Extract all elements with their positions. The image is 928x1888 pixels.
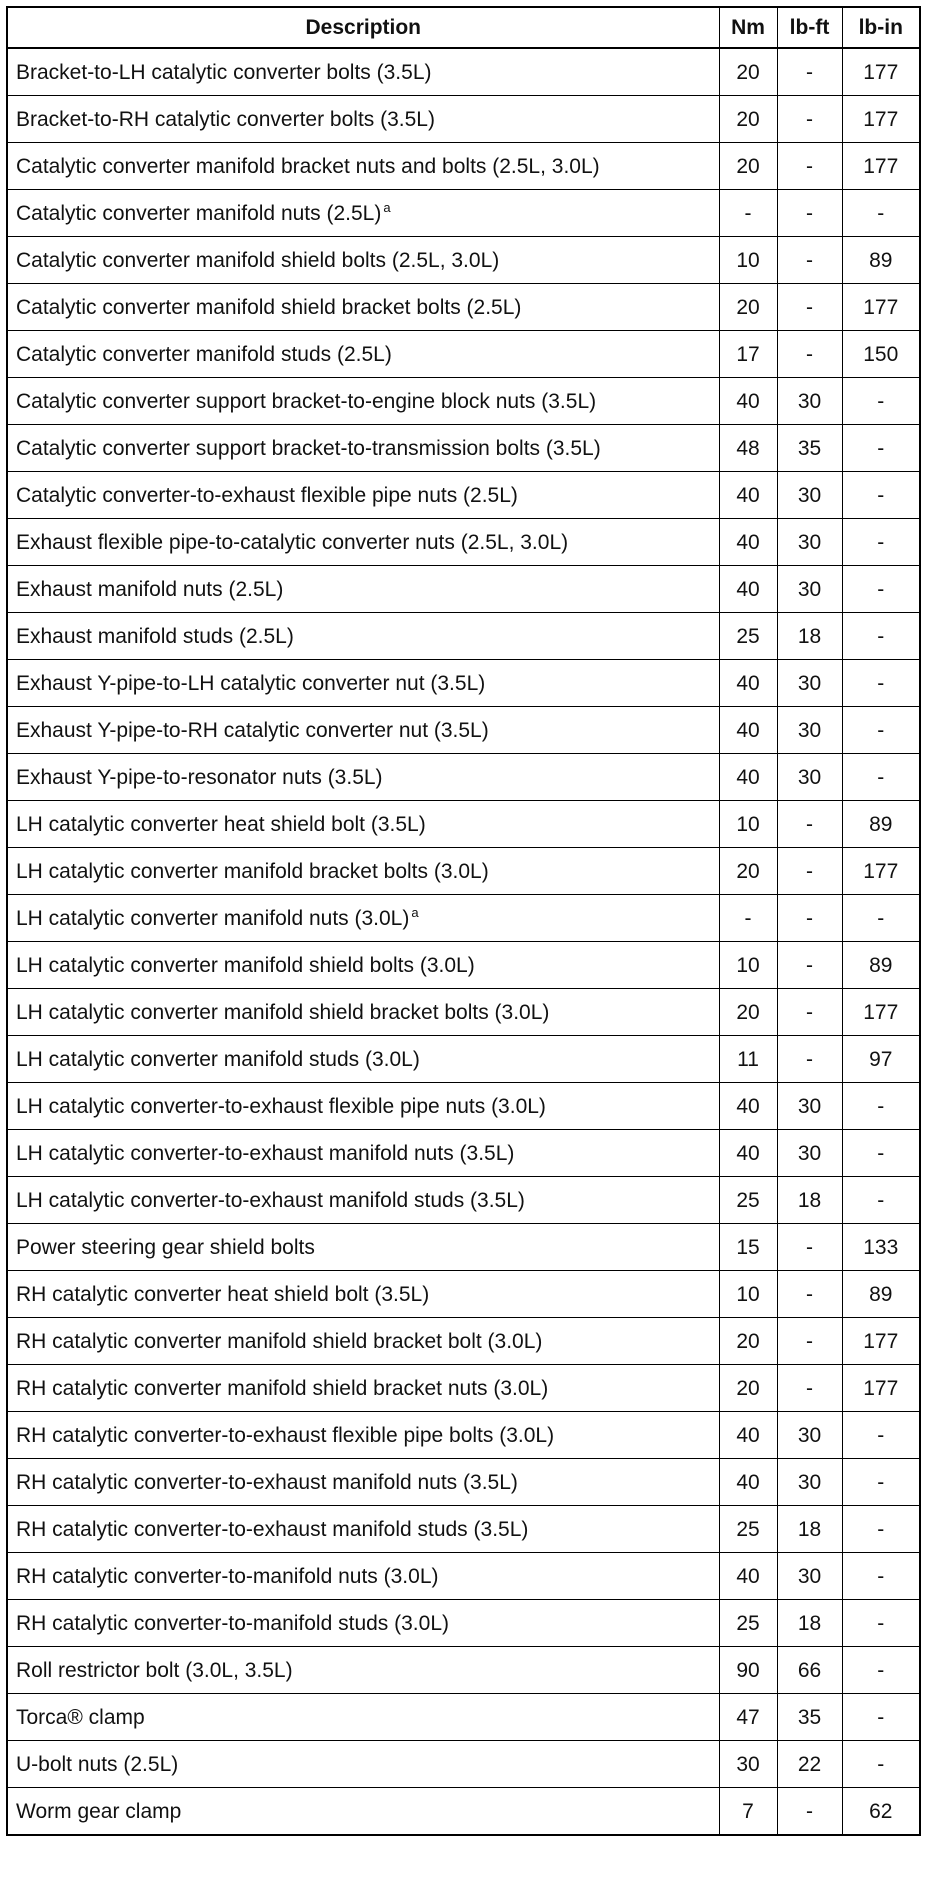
cell-description <box>7 1083 719 1130</box>
cell-nm: 20 <box>719 1365 777 1412</box>
cell-description <box>7 190 719 237</box>
cell-nm: 40 <box>719 1083 777 1130</box>
table-row <box>7 1224 920 1271</box>
cell-lbft: 30 <box>777 754 842 801</box>
table-row <box>7 942 920 989</box>
cell-description <box>7 1318 719 1365</box>
description-text: Power steering gear shield bolts <box>16 1235 315 1259</box>
table-row <box>7 1036 920 1083</box>
description-text: Exhaust Y-pipe-to-LH catalytic converter nut (3.5L) <box>16 671 486 695</box>
table-row <box>7 1271 920 1318</box>
table-row <box>7 284 920 331</box>
cell-lbin: - <box>842 1459 920 1506</box>
cell-description <box>7 801 719 848</box>
cell-description <box>7 1647 719 1694</box>
table-header-row <box>7 7 920 48</box>
description-text: Exhaust flexible pipe-to-catalytic converter nuts (2.5L, 3.0L) <box>16 530 569 554</box>
table-row <box>7 1694 920 1741</box>
cell-nm: 47 <box>719 1694 777 1741</box>
cell-lbin: - <box>842 1083 920 1130</box>
table-row <box>7 425 920 472</box>
description-text: RH catalytic converter-to-exhaust flexible pipe bolts (3.0L) <box>16 1423 555 1447</box>
cell-nm: 15 <box>719 1224 777 1271</box>
cell-lbin: - <box>842 1177 920 1224</box>
cell-nm: - <box>719 190 777 237</box>
cell-lbin: 97 <box>842 1036 920 1083</box>
description-text: LH catalytic converter-to-exhaust manifold nuts (3.5L) <box>16 1141 515 1165</box>
cell-nm: 25 <box>719 613 777 660</box>
cell-lbft: - <box>777 989 842 1036</box>
cell-description <box>7 48 719 96</box>
cell-description <box>7 1412 719 1459</box>
cell-nm: 20 <box>719 96 777 143</box>
table-row <box>7 1130 920 1177</box>
cell-description <box>7 1788 719 1836</box>
cell-nm: 25 <box>719 1506 777 1553</box>
description-text: RH catalytic converter-to-manifold nuts (3.0L) <box>16 1564 439 1588</box>
cell-description <box>7 96 719 143</box>
cell-lbin: 62 <box>842 1788 920 1836</box>
cell-nm: 48 <box>719 425 777 472</box>
table-row <box>7 989 920 1036</box>
cell-lbin: - <box>842 1647 920 1694</box>
cell-lbin: 177 <box>842 989 920 1036</box>
footnote-marker: a <box>411 904 419 920</box>
cell-lbin: - <box>842 1694 920 1741</box>
table-row <box>7 519 920 566</box>
description-text: LH catalytic converter manifold shield bracket bolts (3.0L) <box>16 1000 550 1024</box>
cell-lbin: 177 <box>842 1365 920 1412</box>
description-text: RH catalytic converter manifold shield bracket nuts (3.0L) <box>16 1376 549 1400</box>
cell-description <box>7 425 719 472</box>
cell-nm: 20 <box>719 989 777 1036</box>
table-body <box>7 48 920 1835</box>
cell-description <box>7 754 719 801</box>
cell-lbft: - <box>777 1271 842 1318</box>
cell-lbin: - <box>842 425 920 472</box>
cell-lbft: 30 <box>777 519 842 566</box>
cell-nm: 20 <box>719 1318 777 1365</box>
header-description: Description <box>7 7 719 48</box>
cell-description <box>7 1600 719 1647</box>
cell-lbft: - <box>777 190 842 237</box>
cell-lbft: 30 <box>777 1130 842 1177</box>
cell-lbft: - <box>777 331 842 378</box>
table-row <box>7 143 920 190</box>
description-text: LH catalytic converter manifold bracket bolts (3.0L) <box>16 859 489 883</box>
cell-description <box>7 707 719 754</box>
description-text: Torca® clamp <box>16 1705 145 1729</box>
cell-lbin: - <box>842 190 920 237</box>
cell-description <box>7 143 719 190</box>
cell-nm: 11 <box>719 1036 777 1083</box>
cell-lbin: 177 <box>842 96 920 143</box>
cell-lbft: - <box>777 1036 842 1083</box>
table-row <box>7 1083 920 1130</box>
table-row <box>7 237 920 284</box>
description-text: LH catalytic converter manifold studs (3.0L) <box>16 1047 420 1071</box>
cell-lbin: - <box>842 519 920 566</box>
cell-lbft: 30 <box>777 1553 842 1600</box>
description-text: Exhaust manifold studs (2.5L) <box>16 624 294 648</box>
cell-lbin: - <box>842 754 920 801</box>
description-text: Catalytic converter manifold bracket nuts and bolts (2.5L, 3.0L) <box>16 154 600 178</box>
cell-lbft: - <box>777 801 842 848</box>
cell-lbft: 18 <box>777 613 842 660</box>
table-row <box>7 613 920 660</box>
cell-lbft: - <box>777 48 842 96</box>
cell-description <box>7 284 719 331</box>
table-row <box>7 48 920 96</box>
table-row <box>7 801 920 848</box>
cell-lbin: 177 <box>842 143 920 190</box>
table-row <box>7 1553 920 1600</box>
cell-lbft: 30 <box>777 378 842 425</box>
cell-description <box>7 895 719 942</box>
cell-nm: 40 <box>719 754 777 801</box>
table-row <box>7 1365 920 1412</box>
cell-nm: 10 <box>719 1271 777 1318</box>
cell-nm: 40 <box>719 1130 777 1177</box>
cell-description <box>7 1271 719 1318</box>
table-row <box>7 1647 920 1694</box>
cell-lbft: - <box>777 284 842 331</box>
description-text: Worm gear clamp <box>16 1799 182 1823</box>
torque-spec-table <box>6 6 921 1836</box>
description-text: Catalytic converter manifold shield bracket bolts (2.5L) <box>16 295 522 319</box>
description-text: Exhaust manifold nuts (2.5L) <box>16 577 284 601</box>
cell-lbft: 30 <box>777 1412 842 1459</box>
cell-description <box>7 566 719 613</box>
description-text: RH catalytic converter-to-exhaust manifold studs (3.5L) <box>16 1517 529 1541</box>
description-text: Catalytic converter manifold nuts (2.5L) <box>16 201 382 225</box>
cell-lbft: - <box>777 1365 842 1412</box>
description-text: Catalytic converter support bracket-to-transmission bolts (3.5L) <box>16 436 601 460</box>
cell-lbin: 177 <box>842 48 920 96</box>
cell-lbft: 18 <box>777 1506 842 1553</box>
cell-nm: 10 <box>719 942 777 989</box>
cell-description <box>7 1506 719 1553</box>
cell-description <box>7 1224 719 1271</box>
cell-nm: 40 <box>719 378 777 425</box>
cell-lbft: 35 <box>777 1694 842 1741</box>
table-row <box>7 1318 920 1365</box>
cell-lbft: 66 <box>777 1647 842 1694</box>
cell-description <box>7 1130 719 1177</box>
description-text: Catalytic converter-to-exhaust flexible pipe nuts (2.5L) <box>16 483 518 507</box>
cell-lbft: - <box>777 895 842 942</box>
cell-lbft: 30 <box>777 566 842 613</box>
cell-lbin: - <box>842 660 920 707</box>
cell-lbft: - <box>777 237 842 284</box>
cell-nm: 10 <box>719 801 777 848</box>
cell-description <box>7 519 719 566</box>
cell-nm: 40 <box>719 1553 777 1600</box>
cell-lbft: 30 <box>777 660 842 707</box>
cell-nm: 25 <box>719 1177 777 1224</box>
cell-nm: 40 <box>719 707 777 754</box>
cell-nm: - <box>719 895 777 942</box>
description-text: Exhaust Y-pipe-to-RH catalytic converter nut (3.5L) <box>16 718 489 742</box>
cell-nm: 7 <box>719 1788 777 1836</box>
cell-nm: 10 <box>719 237 777 284</box>
cell-lbft: - <box>777 1788 842 1836</box>
cell-description <box>7 472 719 519</box>
cell-lbin: 133 <box>842 1224 920 1271</box>
table-row <box>7 331 920 378</box>
cell-lbft: - <box>777 96 842 143</box>
cell-description <box>7 1036 719 1083</box>
table-row <box>7 1788 920 1836</box>
cell-description <box>7 237 719 284</box>
cell-nm: 40 <box>719 472 777 519</box>
cell-lbin: 89 <box>842 1271 920 1318</box>
header-nm: Nm <box>719 7 777 48</box>
description-text: LH catalytic converter manifold nuts (3.0L) <box>16 906 410 930</box>
description-text: Roll restrictor bolt (3.0L, 3.5L) <box>16 1658 293 1682</box>
cell-nm: 25 <box>719 1600 777 1647</box>
footnote-marker: a <box>383 199 391 215</box>
cell-lbin: - <box>842 1553 920 1600</box>
description-text: Bracket-to-RH catalytic converter bolts (3.5L) <box>16 107 435 131</box>
cell-lbft: - <box>777 143 842 190</box>
cell-lbin: - <box>842 1130 920 1177</box>
cell-lbin: - <box>842 1506 920 1553</box>
cell-nm: 90 <box>719 1647 777 1694</box>
cell-description <box>7 1459 719 1506</box>
cell-description <box>7 1365 719 1412</box>
cell-description <box>7 989 719 1036</box>
cell-lbin: 89 <box>842 801 920 848</box>
cell-nm: 20 <box>719 284 777 331</box>
cell-nm: 20 <box>719 848 777 895</box>
torque-spec-sheet <box>6 6 919 1836</box>
table-row <box>7 1600 920 1647</box>
cell-lbft: - <box>777 848 842 895</box>
table-row <box>7 1177 920 1224</box>
cell-description <box>7 613 719 660</box>
cell-description <box>7 1177 719 1224</box>
description-text: LH catalytic converter manifold shield bolts (3.0L) <box>16 953 475 977</box>
cell-lbft: 35 <box>777 425 842 472</box>
cell-description <box>7 1553 719 1600</box>
table-row <box>7 1412 920 1459</box>
cell-lbft: - <box>777 1224 842 1271</box>
cell-nm: 40 <box>719 1412 777 1459</box>
description-text: LH catalytic converter-to-exhaust flexible pipe nuts (3.0L) <box>16 1094 546 1118</box>
cell-lbft: 18 <box>777 1600 842 1647</box>
cell-lbin: - <box>842 895 920 942</box>
cell-description <box>7 660 719 707</box>
table-row <box>7 190 920 237</box>
cell-lbin: 177 <box>842 848 920 895</box>
description-text: Catalytic converter support bracket-to-engine block nuts (3.5L) <box>16 389 597 413</box>
cell-description <box>7 331 719 378</box>
description-text: RH catalytic converter manifold shield bracket bolt (3.0L) <box>16 1329 543 1353</box>
cell-description <box>7 1741 719 1788</box>
cell-lbft: 30 <box>777 1083 842 1130</box>
cell-nm: 40 <box>719 566 777 613</box>
cell-lbft: - <box>777 942 842 989</box>
cell-lbin: - <box>842 1741 920 1788</box>
cell-lbin: - <box>842 566 920 613</box>
cell-lbin: - <box>842 378 920 425</box>
header-lbft: lb-ft <box>777 7 842 48</box>
cell-lbft: 22 <box>777 1741 842 1788</box>
cell-lbin: 177 <box>842 284 920 331</box>
table-row <box>7 895 920 942</box>
cell-lbft: 18 <box>777 1177 842 1224</box>
cell-lbin: - <box>842 472 920 519</box>
cell-description <box>7 942 719 989</box>
cell-lbft: 30 <box>777 1459 842 1506</box>
table-row <box>7 848 920 895</box>
table-row <box>7 707 920 754</box>
description-text: RH catalytic converter-to-exhaust manifold nuts (3.5L) <box>16 1470 518 1494</box>
cell-nm: 17 <box>719 331 777 378</box>
cell-description <box>7 848 719 895</box>
cell-lbft: 30 <box>777 472 842 519</box>
description-text: Bracket-to-LH catalytic converter bolts (3.5L) <box>16 60 432 84</box>
description-text: Catalytic converter manifold studs (2.5L) <box>16 342 392 366</box>
table-row <box>7 472 920 519</box>
cell-nm: 20 <box>719 143 777 190</box>
cell-lbin: 177 <box>842 1318 920 1365</box>
header-lbin: lb-in <box>842 7 920 48</box>
description-text: Exhaust Y-pipe-to-resonator nuts (3.5L) <box>16 765 383 789</box>
table-row <box>7 660 920 707</box>
description-text: LH catalytic converter heat shield bolt (3.5L) <box>16 812 426 836</box>
cell-nm: 30 <box>719 1741 777 1788</box>
table-row <box>7 1459 920 1506</box>
cell-lbin: 89 <box>842 237 920 284</box>
description-text: LH catalytic converter-to-exhaust manifold studs (3.5L) <box>16 1188 525 1212</box>
table-row <box>7 1741 920 1788</box>
description-text: RH catalytic converter-to-manifold studs (3.0L) <box>16 1611 449 1635</box>
cell-nm: 40 <box>719 660 777 707</box>
cell-nm: 40 <box>719 1459 777 1506</box>
cell-lbin: - <box>842 1600 920 1647</box>
cell-lbft: 30 <box>777 707 842 754</box>
table-row <box>7 566 920 613</box>
cell-lbft: - <box>777 1318 842 1365</box>
cell-nm: 20 <box>719 48 777 96</box>
cell-lbin: - <box>842 613 920 660</box>
description-text: RH catalytic converter heat shield bolt (3.5L) <box>16 1282 430 1306</box>
cell-lbin: 89 <box>842 942 920 989</box>
cell-lbin: 150 <box>842 331 920 378</box>
cell-lbin: - <box>842 707 920 754</box>
table-row <box>7 754 920 801</box>
table-row <box>7 96 920 143</box>
cell-description <box>7 378 719 425</box>
cell-description <box>7 1694 719 1741</box>
table-row <box>7 1506 920 1553</box>
cell-nm: 40 <box>719 519 777 566</box>
description-text: U-bolt nuts (2.5L) <box>16 1752 179 1776</box>
description-text: Catalytic converter manifold shield bolts (2.5L, 3.0L) <box>16 248 500 272</box>
cell-lbin: - <box>842 1412 920 1459</box>
table-row <box>7 378 920 425</box>
